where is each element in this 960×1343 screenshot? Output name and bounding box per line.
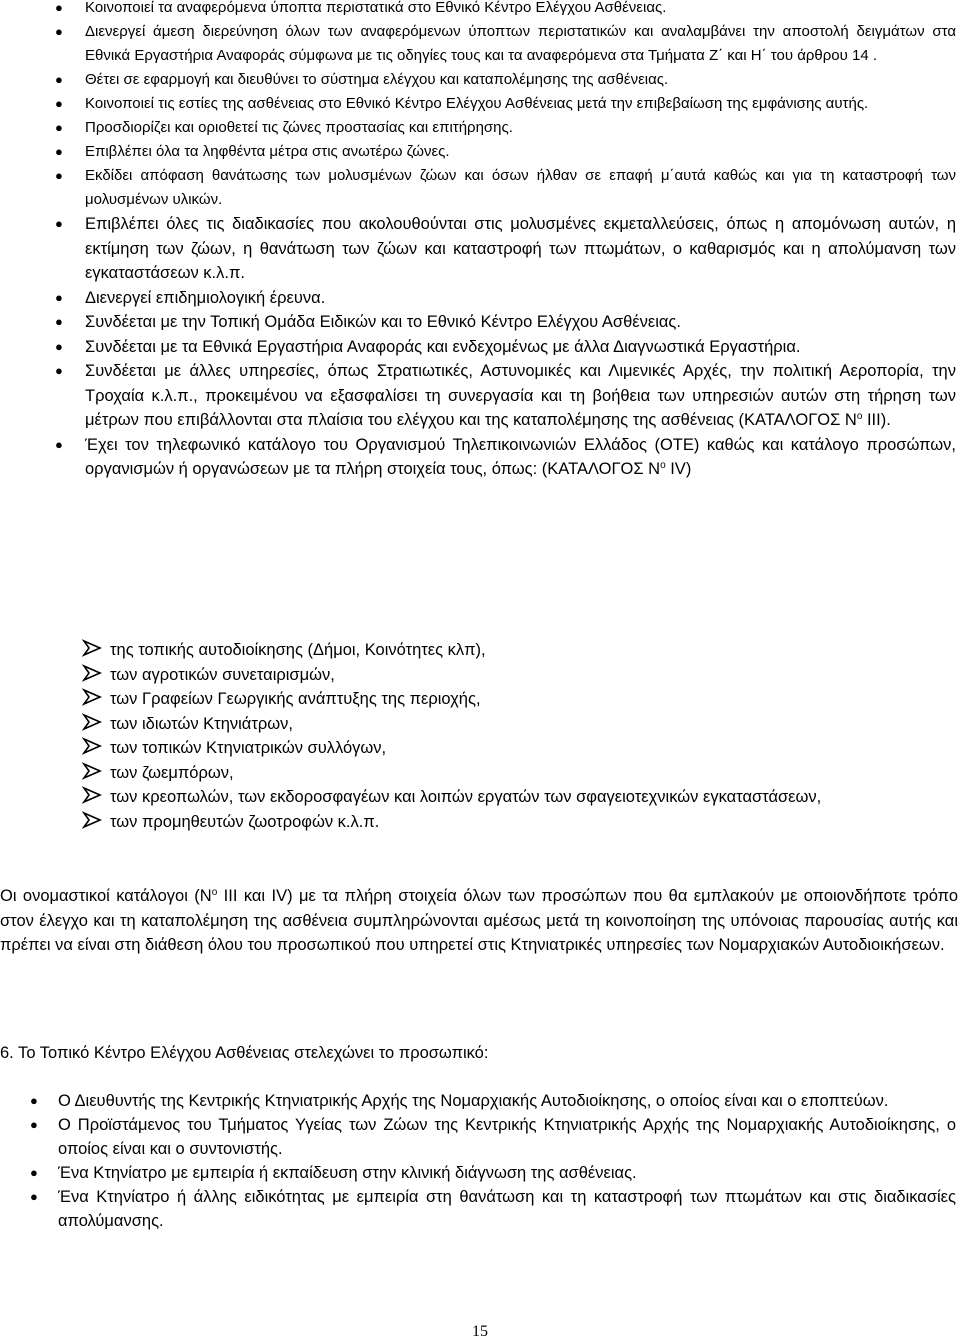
list-item-text: Συνδέεται με τα Εθνικά Εργαστήρια Αναφοράς και ενδεχομένως με άλλα Διαγνωστικά Εργαστήρια.	[85, 337, 801, 356]
sub-list-item-text: της τοπικής αυτοδιοίκησης (Δήμοι, Κοινότητες κλπ),	[110, 641, 486, 659]
bullet-icon: ●	[30, 1189, 38, 1204]
section-6-heading: 6. Το Τοπικό Κέντρο Ελέγχου Ασθένειας στελεχώνει το προσωπικό:	[0, 1044, 489, 1062]
list-item	[0, 92, 958, 116]
list-item	[0, 335, 958, 360]
bullet-icon: ●	[55, 168, 63, 183]
list-item	[0, 433, 958, 482]
bullet-icon: ●	[55, 24, 63, 39]
superscript: ο	[660, 460, 666, 471]
list-item-text: Ο Διευθυντής της Κεντρικής Κτηνιατρικής Αρχής της Νομαρχιακής Αυτοδιοίκησης, ο οποίος είναι και ο εποπτεύων.	[58, 1092, 889, 1110]
staff-list	[0, 1089, 958, 1233]
list-item	[0, 164, 958, 212]
list-item-text: Ο Προϊστάμενος του Τμήματος Υγείας των Ζώων της Κεντρικής Κτηνιατρικής Αρχής της Νομαρχιακής Αυτοδιοίκησης, ο οποίος είναι και ο συντονιστής.	[58, 1116, 956, 1158]
list-item-text: Διενεργεί άμεση διερεύνηση όλων των αναφερόμενων ύποπτων περιστατικών και αναλαμβάνει την αποστολή δειγμάτων στα Εθνικά Εργαστήρια Αναφοράς σύμφωνα με τις οδηγίες τους και τα αναφερόμενα στα Τμήματα Ζ΄ και Η΄ του άρθρου 14 .	[85, 23, 956, 64]
list-item-text: Ένα Κτηνίατρο ή άλλης ειδικότητας με εμπειρία στη θανάτωση και τη καταστροφή των πτωμάτων και στις διαδικασίες απολύμανσης.	[58, 1188, 956, 1230]
list-item-text-tail: ΙΙΙ).	[862, 411, 891, 429]
bullet-icon: ●	[55, 216, 63, 231]
sub-list-item	[0, 785, 958, 810]
arrowhead-bullet-icon	[82, 810, 102, 830]
list-item-text: Εκδίδει απόφαση θανάτωσης των μολυσμένων ζώων και όσων ήλθαν σε επαφή μ΄αυτά καθώς και για τη καταστροφή των μολυσμένων υλικών.	[85, 167, 956, 208]
bullet-icon: ●	[55, 120, 63, 135]
sub-list-item-text: των Γραφείων Γεωργικής ανάπτυξης της περιοχής,	[110, 690, 481, 708]
sub-list-item-text: των τοπικών Κτηνιατρικών συλλόγων,	[110, 739, 387, 757]
list-item-text: Θέτει σε εφαρμογή και διευθύνει το σύστημα ελέγχου και καταπολέμησης της ασθένειας.	[85, 71, 669, 88]
bullet-icon: ●	[55, 289, 63, 305]
sub-list-item	[0, 687, 958, 712]
arrowhead-bullet-icon	[82, 736, 102, 756]
arrowhead-bullet-icon	[82, 785, 102, 805]
contacts-sublist	[0, 638, 958, 834]
page-number: 15	[472, 1323, 488, 1340]
bullet-icon: ●	[30, 1165, 38, 1180]
list-item	[0, 212, 958, 286]
list-item	[0, 359, 958, 433]
list-item-text: Κοινοποιεί τα αναφερόμενα ύποπτα περιστατικά στο Εθνικό Κέντρο Ελέγχου Ασθένειας.	[85, 0, 667, 16]
list-item	[0, 1113, 958, 1161]
superscript: ο	[211, 887, 218, 898]
arrowhead-bullet-icon	[82, 638, 102, 658]
list-item	[0, 310, 958, 335]
sub-list-item-text: των ζωεμπόρων,	[110, 763, 234, 782]
sub-list-item	[0, 761, 958, 786]
superscript: ο	[856, 411, 863, 422]
list-item-text: Διενεργεί επιδημιολογική έρευνα.	[85, 288, 326, 307]
bullet-icon: ●	[55, 96, 63, 111]
responsibilities-list	[0, 0, 958, 482]
catalogues-paragraph	[0, 884, 960, 958]
list-item	[0, 140, 958, 164]
list-item-text-tail: IV)	[665, 460, 692, 478]
list-item-text: Συνδέεται με την Τοπική Ομάδα Ειδικών και το Εθνικό Κέντρο Ελέγχου Ασθένειας.	[85, 313, 681, 331]
sub-list-item-text: των αγροτικών συνεταιρισμών,	[110, 665, 335, 684]
bullet-icon: ●	[55, 436, 63, 452]
list-item-text: Ένα Κτηνίατρο με εμπειρία ή εκπαίδευση στην κλινική διάγνωση της ασθένειας.	[58, 1164, 637, 1182]
list-item	[0, 1089, 958, 1113]
list-item	[0, 116, 958, 140]
list-item-text: Συνδέεται με άλλες υπηρεσίες, όπως Στρατιωτικές, Αστυνομικές και Λιμενικές Αρχές, την πολιτική Αεροπορία, την Τροχαία κ.λ.π., προκειμένου να εξασφαλίσει τη συνεργασία και τη βοήθεια των υπηρεσιών αυτών στη τήρηση των μέτρων που επιβάλλονται στα πλαίσια του ελέγχου και της καταπολέμησης της ασθένειας (ΚΑΤΑΛΟΓΟΣ Ν	[85, 362, 956, 429]
sub-list-item-text: των κρεοπωλών, των εκδοροσφαγέων και λοιπών εργατών των σφαγειοτεχνικών εγκαταστάσεων,	[110, 788, 822, 806]
list-item-text: Επιβλέπει όλες τις διαδικασίες που ακολουθούνται στις μολυσμένες εκμεταλλεύσεις, όπως η απομόνωση αυτών, η εκτίμηση των ζώων, η θανάτωση των ζώων και καταστροφή των πτωμάτων, ο καθαρισμός και η απολύμανση των εγκαταστάσεων κ.λ.π.	[85, 215, 956, 282]
list-item	[0, 68, 958, 92]
list-item-text: Κοινοποιεί τις εστίες της ασθένειας στο Εθνικό Κέντρο Ελέγχου Ασθένειας μετά την επιβεβαίωση της εμφάνισης αυτής.	[85, 95, 869, 112]
bullet-icon: ●	[55, 72, 63, 87]
bullet-icon: ●	[55, 314, 63, 329]
list-item-text: Προσδιορίζει και οριοθετεί τις ζώνες προστασίας και επιτήρησης.	[85, 119, 513, 136]
list-item	[0, 286, 958, 311]
arrowhead-bullet-icon	[82, 712, 102, 732]
sub-list-item-text: των ιδιωτών Κτηνιάτρων,	[110, 714, 293, 733]
paragraph-text: Οι ονομαστικοί κατάλογοι (Ν	[0, 887, 212, 905]
paragraph-text-tail: ΙΙΙ και IV) με τα πλήρη στοιχεία όλων των προσώπων που θα εμπλακούν με οποιονδήποτε τρόπο στον έλεγχο και τη καταπολέμηση της ασθένεια συμπληρώνονται αμέσως μετά τη κοινοποίηση της υπόνοιας παρουσίας αυτής και πρέπει να είναι στη διάθεση όλου του προσωπικού που υπηρετεί στις Κτηνιατρικές υπηρεσίες των Νομαρχιακών Αυτοδιοικήσεων.	[0, 887, 958, 954]
list-item-text: Επιβλέπει όλα τα ληφθέντα μέτρα στις ανωτέρω ζώνες.	[85, 143, 450, 160]
bullet-icon: ●	[55, 338, 63, 354]
sub-list-item	[0, 638, 958, 663]
bullet-icon: ●	[55, 0, 63, 15]
bullet-icon: ●	[30, 1093, 38, 1108]
list-item	[0, 1161, 958, 1185]
sub-list-item	[0, 712, 958, 737]
sub-list-item	[0, 736, 958, 761]
list-item	[0, 20, 958, 68]
bullet-icon: ●	[55, 144, 63, 159]
sub-list-item	[0, 810, 958, 835]
bullet-icon: ●	[55, 363, 63, 378]
list-item	[0, 0, 958, 20]
list-item-text: Έχει τον τηλεφωνικό κατάλογο του Οργανισμού Τηλεπικοινωνιών Ελλάδος (ΟΤΕ) καθώς και κατάλογο προσώπων, οργανισμών ή οργανώσεων με τα πλήρη στοιχεία τους, όπως: (ΚΑΤΑΛΟΓΟΣ Ν	[85, 435, 956, 478]
arrowhead-bullet-icon	[82, 687, 102, 707]
arrowhead-bullet-icon	[82, 761, 102, 781]
arrowhead-bullet-icon	[82, 663, 102, 683]
sub-list-item	[0, 663, 958, 688]
sub-list-item-text: των προμηθευτών ζωοτροφών κ.λ.π.	[110, 812, 380, 831]
bullet-icon: ●	[30, 1117, 38, 1132]
list-item	[0, 1185, 958, 1233]
